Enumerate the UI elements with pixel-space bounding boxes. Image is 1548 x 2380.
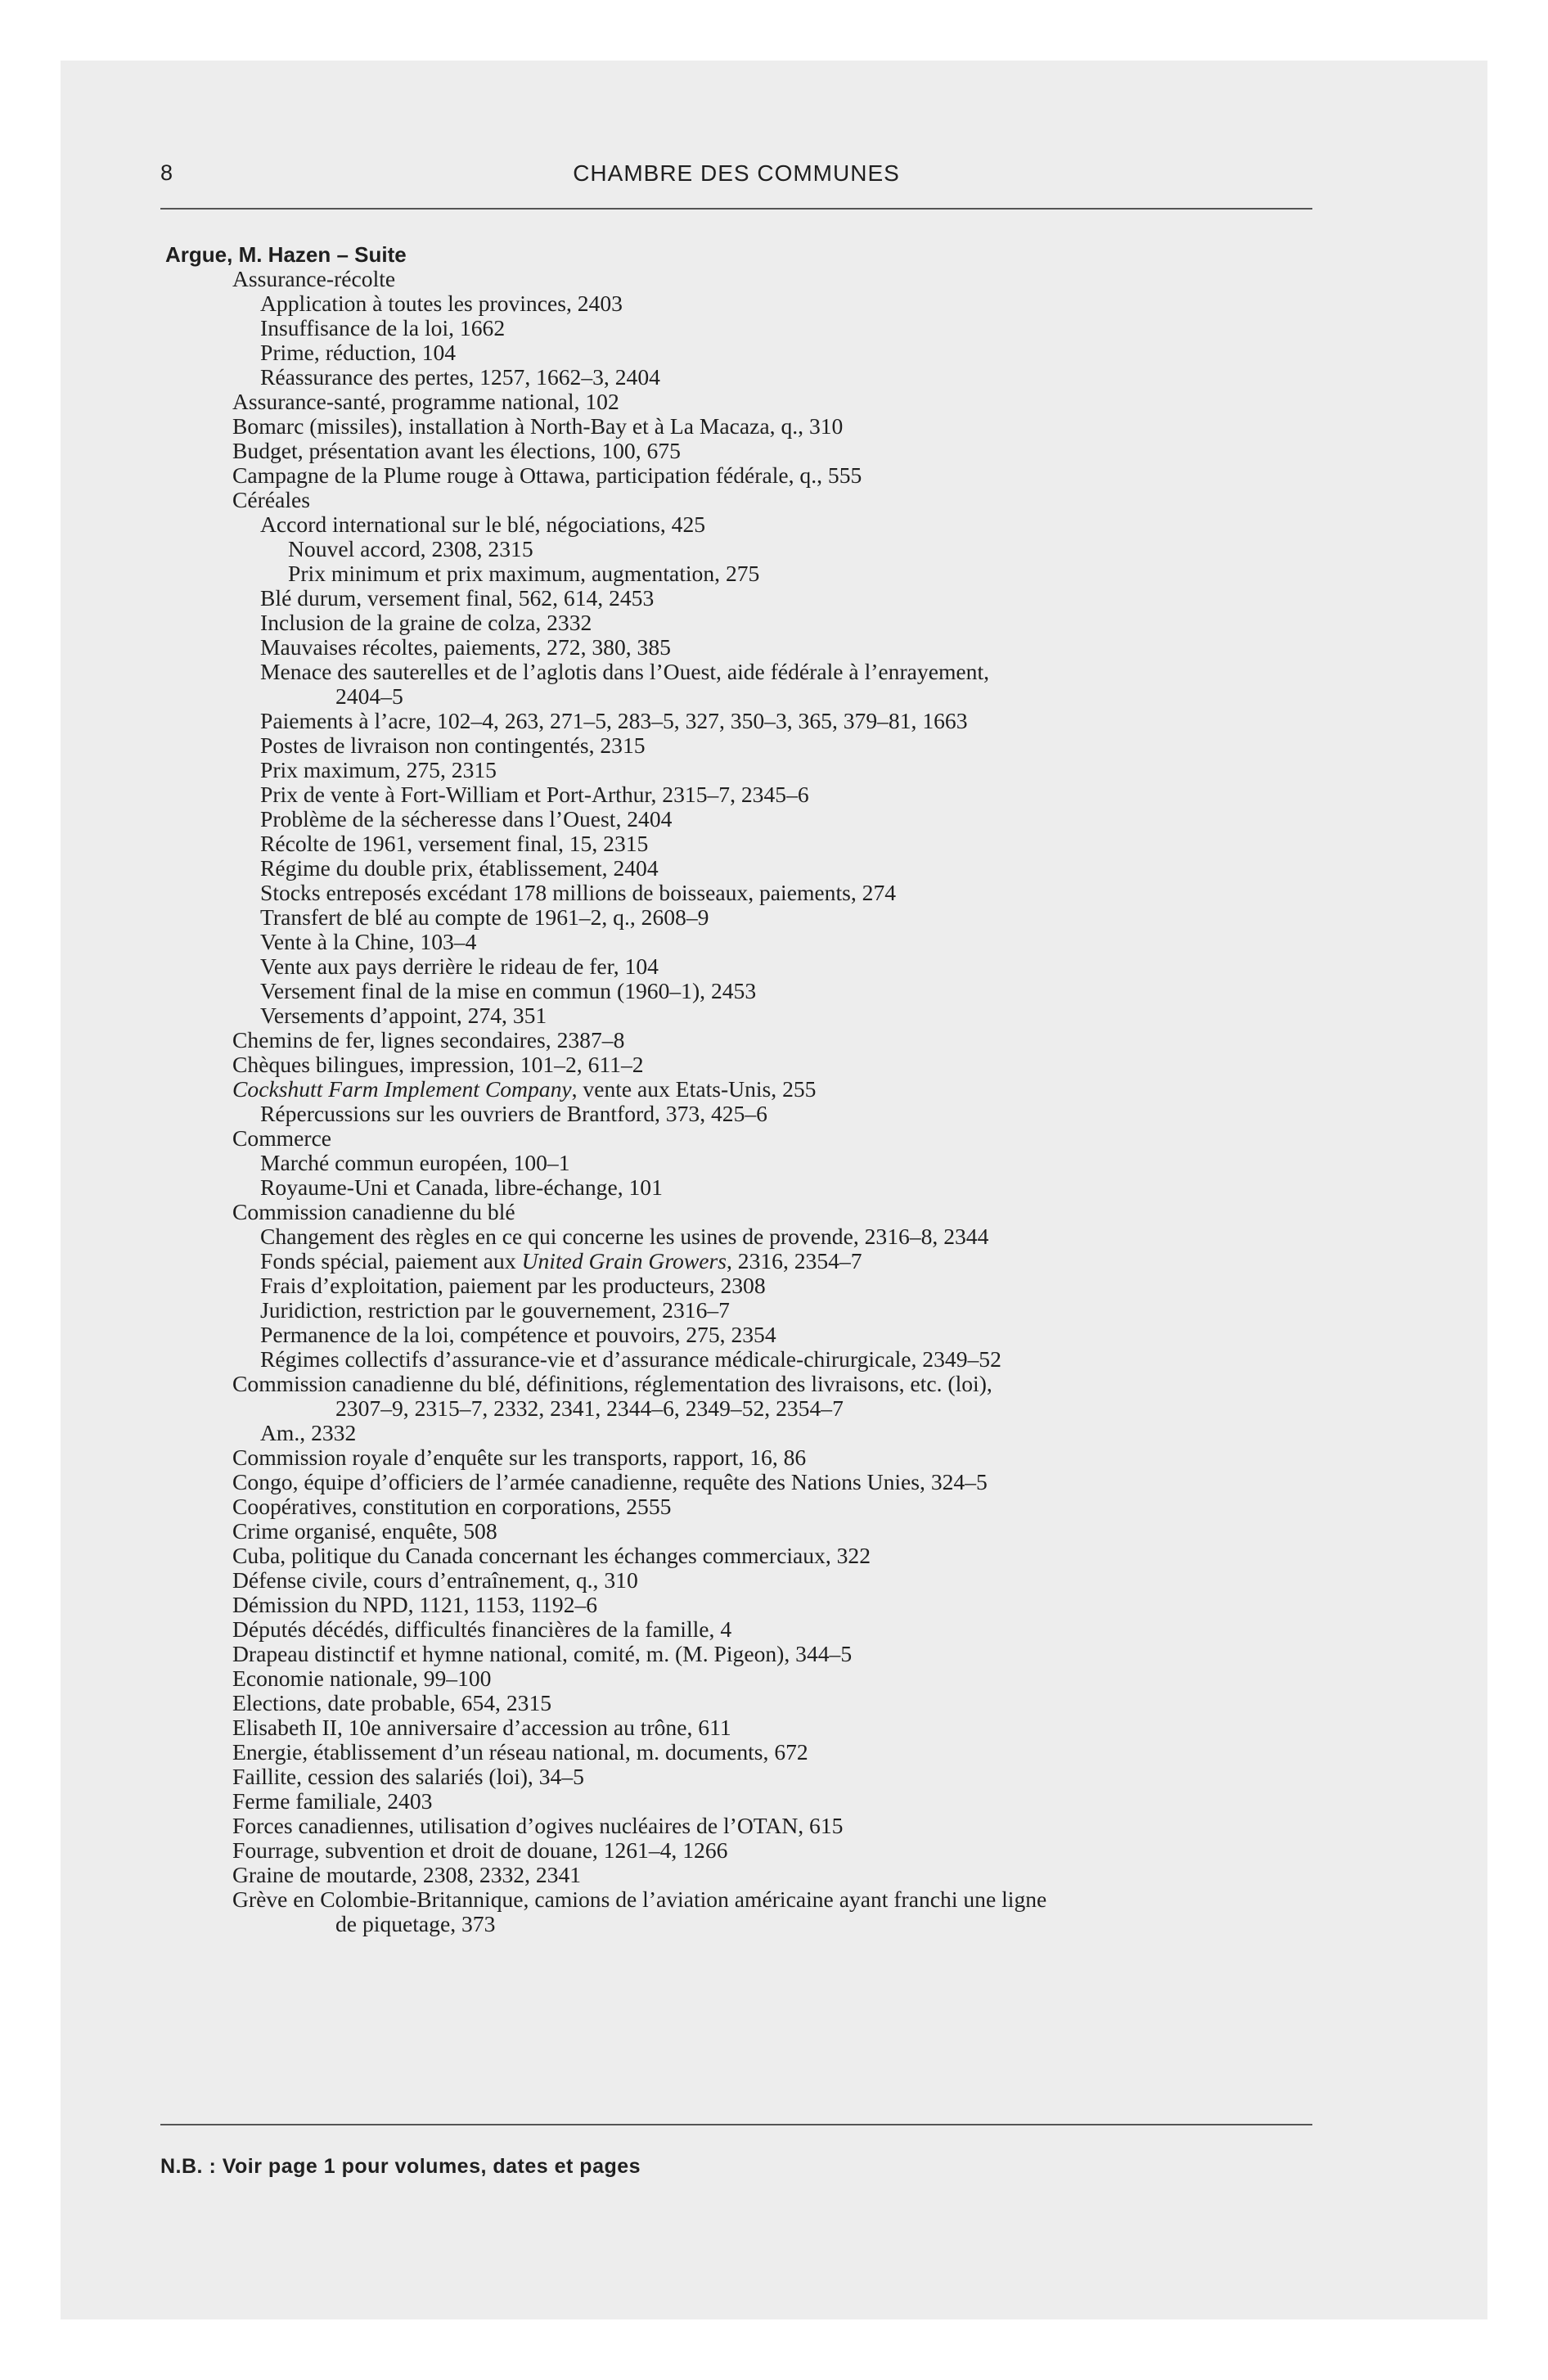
- index-entry: Assurance-récolte: [232, 266, 396, 291]
- index-entry: Crime organisé, enquête, 508: [232, 1518, 497, 1544]
- index-entry: Elisabeth II, 10e anniversaire d’accession au trône, 611: [232, 1715, 731, 1740]
- index-entry: Coopératives, constitution en corporations, 2555: [232, 1494, 672, 1519]
- index-entries: [165, 242, 1327, 1936]
- index-entry: Prix maximum, 275, 2315: [260, 757, 497, 782]
- index-entry: Vente à la Chine, 103–4: [260, 929, 477, 954]
- index-entry: Ferme familiale, 2403: [232, 1788, 433, 1814]
- index-entry: Fourrage, subvention et droit de douane, 1261–4, 1266: [232, 1837, 728, 1863]
- index-entry: Elections, date probable, 654, 2315: [232, 1690, 552, 1715]
- index-entry: Stocks entreposés excédant 178 millions de boisseaux, paiements, 274: [260, 880, 897, 905]
- page-number: 8: [160, 160, 173, 185]
- index-entry: Forces canadiennes, utilisation d’ogives nucléaires de l’OTAN, 615: [232, 1813, 844, 1838]
- index-entry: Insuffisance de la loi, 1662: [260, 315, 506, 340]
- index-entry: Nouvel accord, 2308, 2315: [288, 536, 533, 561]
- index-entry: de piquetage, 373: [335, 1911, 496, 1936]
- index-entry: Blé durum, versement final, 562, 614, 2453: [260, 585, 655, 611]
- index-entry: Commission royale d’enquête sur les transports, rapport, 16, 86: [232, 1445, 807, 1470]
- index-entry: Cuba, politique du Canada concernant les échanges commerciaux, 322: [232, 1543, 871, 1568]
- index-entry: Prime, réduction, 104: [260, 340, 457, 365]
- index-entry: Graine de moutarde, 2308, 2332, 2341: [232, 1862, 582, 1887]
- page-header: [160, 160, 1312, 195]
- index-entry: Réassurance des pertes, 1257, 1662–3, 2404: [260, 364, 660, 390]
- index-entry: Prix minimum et prix maximum, augmentation, 275: [288, 561, 760, 586]
- index-entry: Royaume-Uni et Canada, libre-échange, 101: [260, 1174, 663, 1200]
- index-entry: Accord international sur le blé, négociations, 425: [260, 512, 706, 537]
- index-entry: Frais d’exploitation, paiement par les producteurs, 2308: [260, 1273, 766, 1298]
- index-entry: Menace des sauterelles et de l’aglotis dans l’Ouest, aide fédérale à l’enrayement,: [260, 659, 990, 684]
- index-entry: Démission du NPD, 1121, 1153, 1192–6: [232, 1592, 598, 1617]
- index-entry: Commission canadienne du blé, définitions, réglementation des livraisons, etc. (loi),: [232, 1371, 992, 1396]
- index-entry: 2307–9, 2315–7, 2332, 2341, 2344–6, 2349–52, 2354–7: [335, 1395, 844, 1421]
- index-entry: Chemins de fer, lignes secondaires, 2387–8: [232, 1027, 625, 1053]
- index-entry: Drapeau distinctif et hymne national, comité, m. (M. Pigeon), 344–5: [232, 1641, 853, 1666]
- index-entry: Permanence de la loi, compétence et pouvoirs, 275, 2354: [260, 1322, 776, 1347]
- index-entry: Vente aux pays derrière le rideau de fer, 104: [260, 953, 659, 979]
- index-entry: Am., 2332: [260, 1420, 357, 1445]
- index-entry: Députés décédés, difficultés financières de la famille, 4: [232, 1616, 732, 1642]
- index-entry: Application à toutes les provinces, 2403: [260, 291, 623, 316]
- index-entry: Répercussions sur les ouvriers de Brantford, 373, 425–6: [260, 1101, 767, 1126]
- index-entry: Juridiction, restriction par le gouvernement, 2316–7: [260, 1297, 730, 1323]
- footnote: N.B. : Voir page 1 pour volumes, dates et pages: [160, 2155, 641, 2178]
- index-entry: Prix de vente à Fort-William et Port-Arthur, 2315–7, 2345–6: [260, 782, 809, 807]
- index-entry: Cockshutt Farm Implement Company, vente aux Etats-Unis, 255: [232, 1076, 817, 1102]
- index-entry: Problème de la sécheresse dans l’Ouest, 2404: [260, 806, 673, 832]
- index-entry: Campagne de la Plume rouge à Ottawa, participation fédérale, q., 555: [232, 462, 862, 488]
- index-entry: Mauvaises récoltes, paiements, 272, 380, 385: [260, 634, 671, 660]
- index-entry: Assurance-santé, programme national, 102: [232, 389, 619, 414]
- index-entry: Versements d’appoint, 274, 351: [260, 1003, 547, 1028]
- index-entry: Postes de livraison non contingentés, 2315: [260, 732, 646, 758]
- page-title: CHAMBRE DES COMMUNES: [573, 160, 900, 186]
- index-entry: Inclusion de la graine de colza, 2332: [260, 610, 592, 635]
- index-entry: Commission canadienne du blé: [232, 1199, 515, 1224]
- index-entry: Changement des règles en ce qui concerne les usines de provende, 2316–8, 2344: [260, 1224, 989, 1249]
- index-entry: Fonds spécial, paiement aux United Grain Growers, 2316, 2354–7: [260, 1248, 862, 1273]
- index-entry: Transfert de blé au compte de 1961–2, q., 2608–9: [260, 904, 709, 930]
- index-entry: 2404–5: [335, 683, 403, 709]
- index-entry: Faillite, cession des salariés (loi), 34–5: [232, 1764, 584, 1789]
- index-entry: Versement final de la mise en commun (1960–1), 2453: [260, 978, 757, 1003]
- index-entry: Chèques bilingues, impression, 101–2, 611–2: [232, 1052, 644, 1077]
- index-entry: Céréales: [232, 487, 310, 512]
- index-entry: Budget, présentation avant les élections, 100, 675: [232, 438, 681, 463]
- index-entry: Paiements à l’acre, 102–4, 263, 271–5, 283–5, 327, 350–3, 365, 379–81, 1663: [260, 708, 968, 733]
- footer-rule: [160, 2124, 1312, 2125]
- index-entry: Commerce: [232, 1125, 332, 1151]
- index-entry: Economie nationale, 99–100: [232, 1666, 492, 1691]
- index-entry: Bomarc (missiles), installation à North-Bay et à La Macaza, q., 310: [232, 413, 844, 439]
- index-entry: Défense civile, cours d’entraînement, q., 310: [232, 1567, 638, 1593]
- index-entry: Grève en Colombie-Britannique, camions de l’aviation américaine ayant franchi une ligne: [232, 1886, 1047, 1912]
- index-entry: Energie, établissement d’un réseau national, m. documents, 672: [232, 1739, 808, 1765]
- index-entry: Marché commun européen, 100–1: [260, 1150, 570, 1175]
- index-entry: Régimes collectifs d’assurance-vie et d’assurance médicale-chirurgicale, 2349–52: [260, 1346, 1001, 1372]
- index-entry: Congo, équipe d’officiers de l’armée canadienne, requête des Nations Unies, 324–5: [232, 1469, 988, 1494]
- header-rule: [160, 208, 1312, 210]
- index-heading: Argue, M. Hazen – Suite: [165, 242, 407, 267]
- index-entry: Régime du double prix, établissement, 2404: [260, 855, 659, 881]
- index-entry: Récolte de 1961, versement final, 15, 2315: [260, 831, 649, 856]
